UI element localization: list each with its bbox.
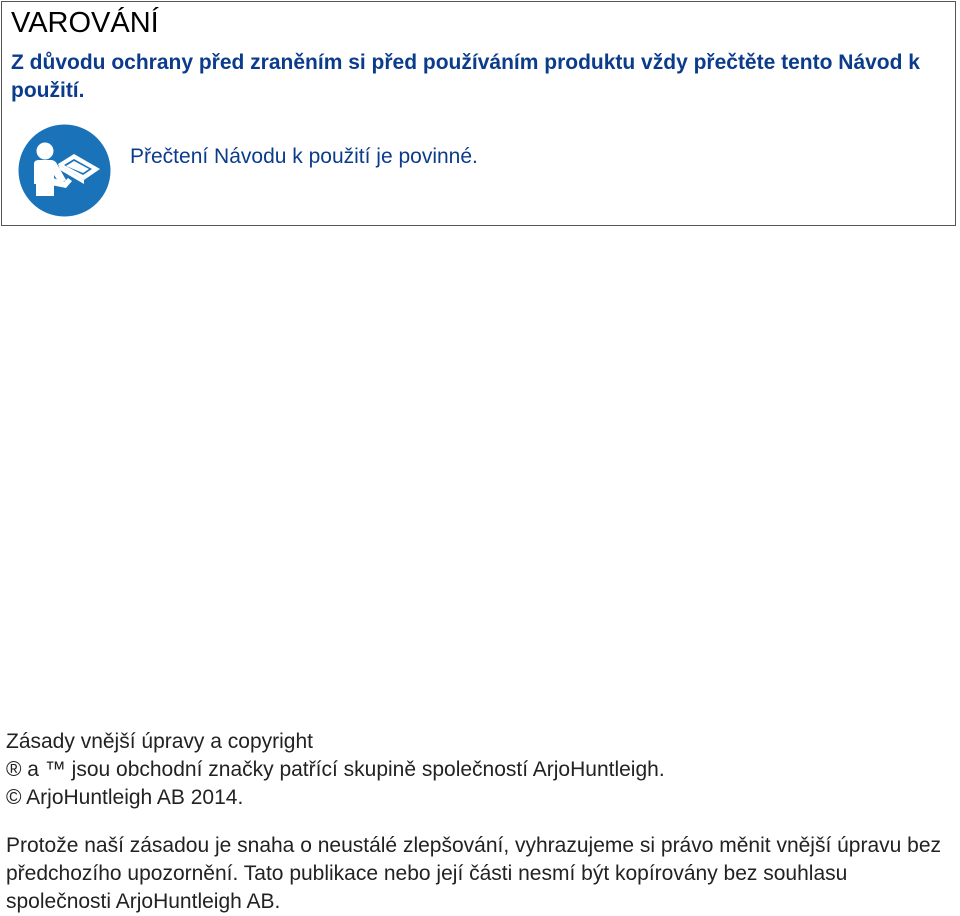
policy-notice: Protože naší zásadou je snaha o neustálé zlepšování, vyhrazujeme si právo měnit vnější úpravu bez předchozího upozornění. Tato publikace nebo její části nesmí být kopírovány bez souhlasu společnosti ArjoHuntleigh AB. — [6, 834, 942, 913]
copyright-notice: © ArjoHuntleigh AB 2014. — [6, 786, 244, 809]
manual-notice: Přečtení Návodu k použití je povinné. — [130, 145, 478, 168]
trademark-notice: ® a ™ jsou obchodní značky patřící skupině společností ArjoHuntleigh. — [6, 758, 665, 781]
warning-box — [1, 1, 956, 226]
copyright-section — [6, 728, 951, 916]
warning-text: Z důvodu ochrany před zraněním si před používáním produktu vždy přečtěte tento Návod k použití. — [11, 51, 920, 102]
read-manual-icon — [18, 124, 111, 217]
spacer — [6, 812, 951, 832]
warning-title: VAROVÁNÍ — [11, 7, 159, 39]
copyright-heading: Zásady vnější úpravy a copyright — [6, 730, 313, 753]
